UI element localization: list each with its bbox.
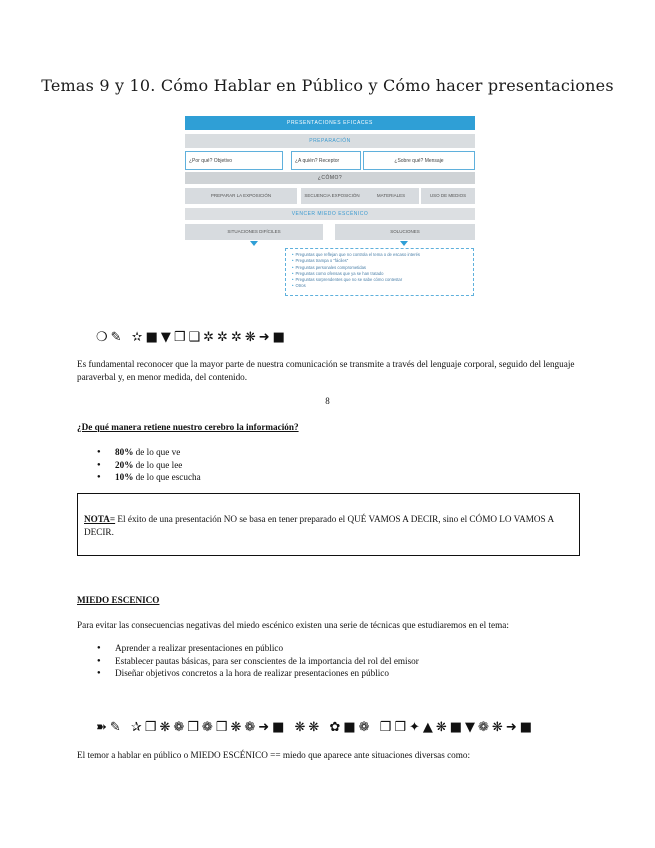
- list-item: • Preguntas sorprendentes que no se sabe cómo contestar: [292, 277, 403, 283]
- arrow-down-icon: [250, 241, 258, 246]
- diagram-preparation-bar: PREPARACIÓN: [185, 134, 475, 148]
- list-item: • Preguntas que reflejan que no controla el tema o de escaso interés: [292, 252, 421, 257]
- diagram-how-bar: ¿CÓMO?: [185, 172, 475, 184]
- page-title: Temas 9 y 10. Cómo Hablar en Público y Cómo hacer presentaciones: [41, 76, 614, 95]
- presentations-diagram: [185, 114, 475, 298]
- list-item: • Preguntas como ofensas que ya se han tratado: [292, 270, 384, 276]
- list-item: • Preguntas personales comprometidas: [292, 264, 366, 270]
- diagram-step-sequence: SECUENCIA EXPOSICIÓN: [301, 188, 363, 204]
- list-item: ● Diseñar objetivos concretos a la hora de realizar presentaciones en público: [97, 667, 419, 680]
- note-text: El éxito de una presentación NO se basa en tener preparado el QUÉ VAMOS A DECIR, sino el CÓMO LO VAMOS A DECIR.: [84, 514, 554, 537]
- page-mark: 8: [325, 396, 330, 406]
- note-box: [77, 493, 580, 556]
- diagram-step-materials: MATERIALES: [363, 188, 419, 204]
- list-item: ● Establecer pautas básicas, para ser conscientes de la importancia del rol del emisor: [97, 655, 419, 668]
- diagram-step-media: USO DE MEDIOS: [421, 188, 475, 204]
- section2-paragraph: El temor a hablar en público o MIEDO ESCÉNICO == miedo que aparece ante situaciones diversas como:: [77, 750, 471, 760]
- diagram-question-list: [285, 248, 474, 296]
- stats-list: [97, 446, 201, 484]
- diagram-question-who: ¿A quién? Receptor: [291, 151, 361, 170]
- intro-paragraph: Es fundamental reconocer que la mayor parte de nuestra comunicación se transmite a través del lenguaje corporal, seguido del lenguaje paraverbal y, en menor medida, del contenido.: [77, 359, 575, 382]
- list-item: ● 20% de lo que lee: [97, 459, 201, 472]
- diagram-solutions: SOLUCIONES: [335, 224, 475, 240]
- list-item: • Preguntas trampa o "fáciles": [292, 258, 349, 264]
- diagram-step-prepare: PREPARAR LA EXPOSICIÓN: [185, 188, 297, 204]
- retention-question: ¿De qué manera retiene nuestro cerebro la información?: [77, 422, 299, 432]
- diagram-header: PRESENTACIONES EFICACES: [185, 116, 475, 130]
- miedo-intro: Para evitar las consecuencias negativas del miedo escénico existen una serie de técnicas que estudiaremos en el tema:: [77, 620, 509, 630]
- list-item: • Otros: [292, 283, 306, 289]
- section-heading-2: ➽✎ ✰❒❋❁❒❁❒❋❁➜■ ❋❋ ✿■❁ ❒❒✦▲❋■▼❁❋➜■: [96, 720, 535, 735]
- diagram-fear-bar: VENCER MIEDO ESCÉNICO: [185, 208, 475, 220]
- list-item: ● Aprender a realizar presentaciones en público: [97, 642, 419, 655]
- diagram-question-why: ¿Por qué? Objetivo: [185, 151, 283, 170]
- diagram-difficult-situations: SITUACIONES DIFÍCILES: [185, 224, 323, 240]
- diagram-question-what: ¿Sobre qué? Mensaje: [363, 151, 475, 170]
- list-item: ● 80% de lo que ve: [97, 446, 201, 459]
- section-heading-1: ❍✎ ✫■▼❒❑✲✲✲❋➜■: [96, 330, 288, 345]
- list-item: ● 10% de lo que escucha: [97, 471, 201, 484]
- miedo-heading: MIEDO ESCENICO: [77, 595, 160, 605]
- miedo-list: [97, 642, 419, 680]
- note-label: NOTA=: [84, 514, 116, 524]
- arrow-down-icon: [400, 241, 408, 246]
